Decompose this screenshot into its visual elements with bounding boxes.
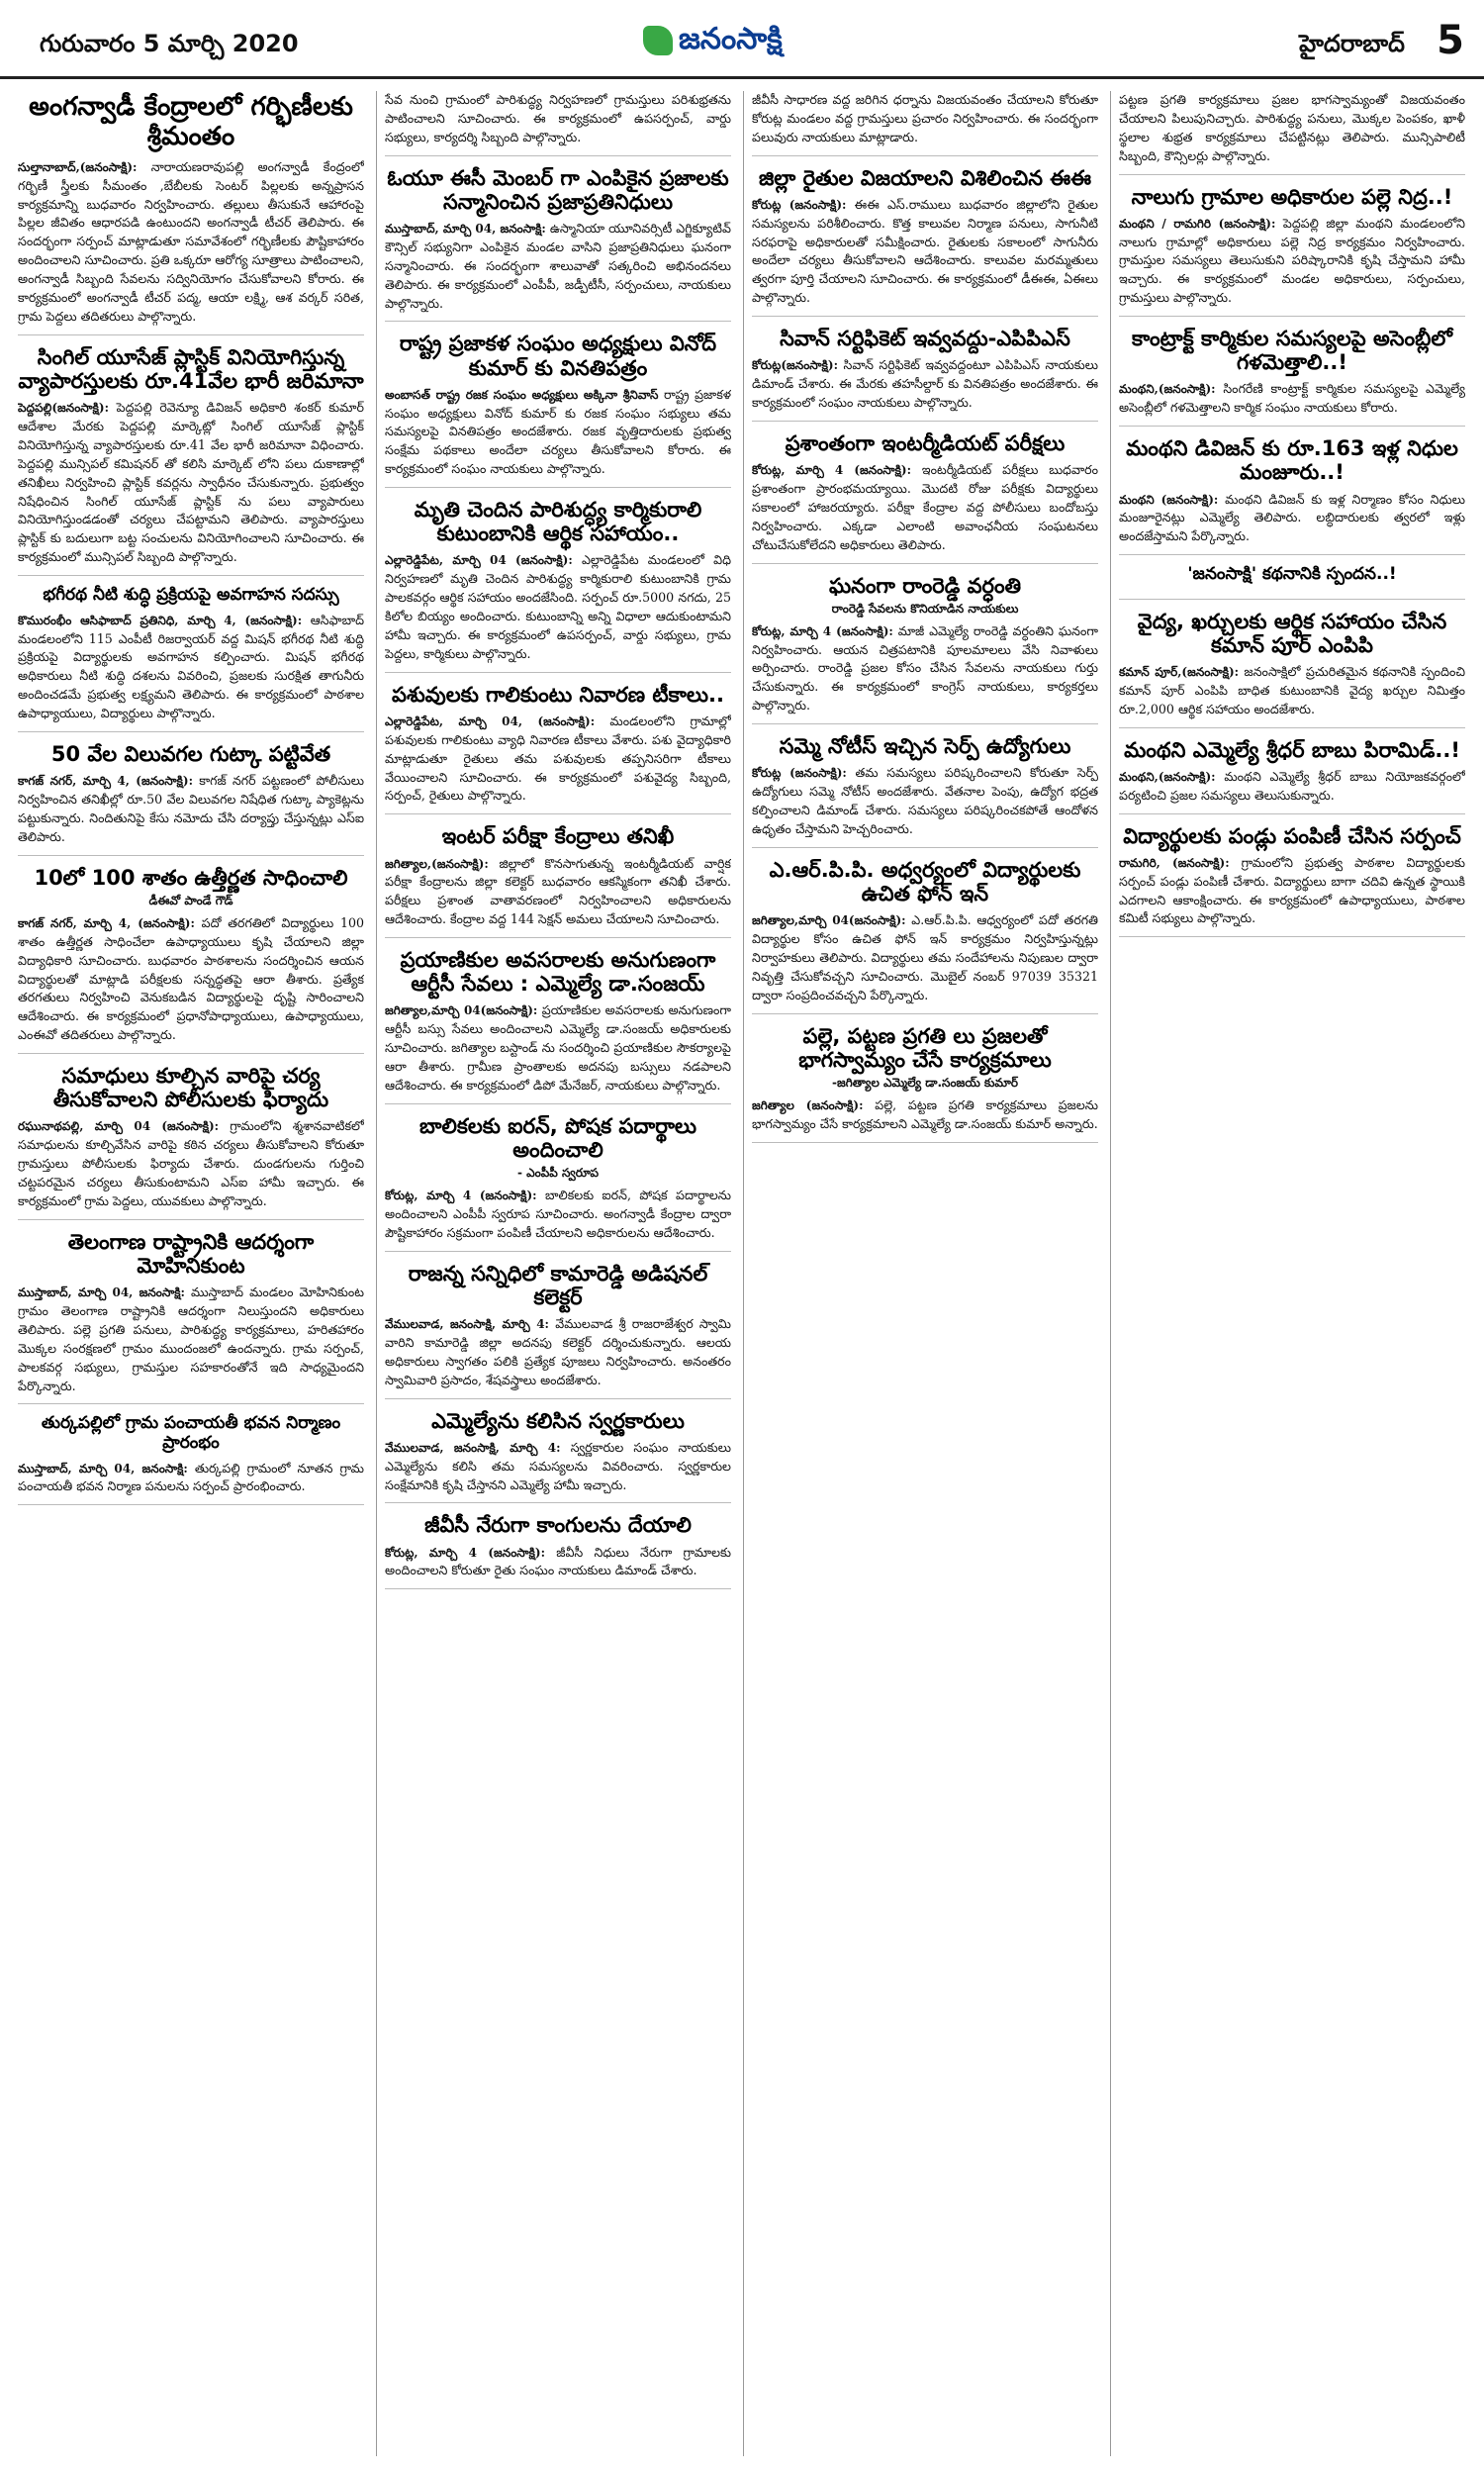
news-story [385,683,731,815]
story-text: ఇంటర్మీడియట్ పరీక్షలు బుధవారం ప్రశాంతంగా ప్రారంభమయ్యాయి. మొదటి రోజు పరీక్షకు విద్యార్థులు సకాలంలో హాజరయ్యారు. పరీక్షా కేంద్రాల వద్ద పోలీసులు బందోబస్తు నిర్వహించారు. ఎక్కడా ఎలాంటి అవాంఛనీయ సంఘటనలు చోటుచేసుకోలేదని అధికారులు తెలిపారు. [752,462,1098,552]
story-text: రాష్ట్ర ప్రజాకళ సంఘం అధ్యక్షులు వినోద్ కుమార్ కు రజక సంఘం సభ్యులు తమ సమస్యలపై వినతిపత్రం అందజేశారు. రజక వృత్తిదారులకు ప్రభుత్వ సంక్షేమ పథకాలు అందేలా చర్యలు తీసుకోవాలని కోరారు. ఈ కార్యక్రమంలో సంఘం నాయకులు పాల్గొన్నారు. [385,386,731,477]
story-headline: 10లో 100 శాతం ఉత్తీర్ణత సాధించాలి [34,865,348,890]
story-dateline: కోరుట్ల(జనంసాక్షి): [752,358,839,373]
news-story [1119,327,1465,427]
story-text: ముస్తాబాద్ మండలం మోహినికుంట గ్రామం తెలంగాణ రాష్ట్రానికి ఆదర్శంగా నిలుస్తుందని అధికారులు తెలిపారు. పల్లె ప్రగతి పనులు, పారిశుద్ధ్య కార్యక్రమాలు, హరితహారం మొక్కల సంరక్షణలో గ్రామం ముందంజలో ఉందన్నారు. గ్రామ సర్పంచ్, పాలకవర్గ సభ్యులు, గ్రామస్తుల సహకారంతోనే ఇది సాధ్యమైందని పేర్కొన్నారు. [18,1285,364,1393]
story-dateline: పెద్దపల్లి(జనంసాక్షి): [18,401,110,416]
story-dateline: ఎల్లారెడ్డిపేట, మార్చి 04, (జనంసాక్షి): [385,714,596,728]
story-headline: జీవీసీ నేరుగా కాంగులను దేయాలి [424,1513,692,1538]
news-story [18,93,364,335]
story-headline: సమాధులు కూల్చిన వారిపై చర్య తీసుకోవాలని పోలీసులకు ఫిర్యాదు [52,1064,329,1112]
story-text: పదో తరగతిలో విద్యార్థులు 100 శాతం ఉత్తీర్ణత సాధించేలా ఉపాధ్యాయులు కృషి చేయాలని జిల్లా విద్యాధికారి సూచించారు. బుధవారం పాఠశాలను సందర్శించిన ఆయన విద్యార్థులతో మాట్లాడి పరీక్షలకు సన్నద్ధతపై ఆరా తీశారు. ప్రత్యేక తరగతులు నిర్వహించి వెనుకబడిన విద్యార్థులపై దృష్టి సారించాలని ఆదేశించారు. ఈ కార్యక్రమంలో ప్రధానోపాధ్యాయులు, ఉపాధ్యాయులు, ఎంఈవో తదితరులు పాల్గొన్నారు. [18,914,364,1043]
story-dateline: జగిత్యాల,(జనంసాక్షి): [385,856,489,871]
news-story [385,948,731,1104]
story-text: సివాన్ సర్టిఫికెట్ ఇవ్వవద్దంటూ ఎపిపిఎస్ నాయకులు డిమాండ్ చేశారు. ఈ మేరకు తహసీల్దార్ కు వినతిపత్రం అందజేశారు. ఈ కార్యక్రమంలో సంఘం నాయకులు పాల్గొన్నారు. [752,357,1098,411]
news-story [752,858,1098,1014]
story-headline: బాలికలకు ఐరన్, పోషక పదార్థాలు అందించాలి [418,1113,697,1162]
story-headline: ఓయూ ఈసీ మెంబర్ గా ఎంపికైన ప్రజాలకు సన్మానించిన ప్రజాప్రతినిధులు [387,165,729,214]
story-subheadline: రాంరెడ్డి సేవలను కొనియాడిన నాయకులు [831,601,1019,616]
story-dateline: కోరుట్ల, మార్చి 4 (జనంసాక్షి): [385,1545,546,1560]
story-text: జనంసాక్షిలో ప్రచురితమైన కథనానికి స్పందించి కమాన్ పూర్ ఎంపిపి బాధిత కుటుంబానికి వైద్య ఖర్చుల నిమిత్తం రూ.2,000 ఆర్థిక సహాయం అందజేశారు. [1119,664,1465,716]
news-story [752,91,1098,156]
story-body [18,158,364,327]
story-text: మండలంలోని గ్రామాల్లో పశువులకు గాలికుంటు వ్యాధి నివారణ టీకాలు వేశారు. పశు వైద్యాధికారి మాట్లాడుతూ రైతులు తమ పశువులకు తప్పనిసరిగా టీకాలు వేయించాలని సూచించారు. ఈ కార్యక్రమంలో పశువైద్య సిబ్బంది, సర్పంచ్, రైతులు పాల్గొన్నారు. [385,713,731,804]
story-dateline: కమాన్ పూర్,(జనంసాక్షి): [1119,665,1240,679]
story-dateline: కాగజ్ నగర్, మార్చి 4, (జనంసాక్షి): [18,774,194,789]
story-dateline: రఘునాథపల్లి, మార్చి 04 (జనంసాక్షి): [18,1119,220,1134]
story-body [18,1460,364,1497]
story-body [18,612,364,723]
news-story [752,574,1098,725]
news-story [18,742,364,856]
story-dateline: కోరుట్ల, మార్చి 4 (జనంసాక్షి): [752,623,893,638]
story-body [752,764,1098,839]
story-text: కాగజ్ నగర్ పట్టణంలో పోలీసులు నిర్వహించిన తనిఖీల్లో రూ.50 వేల విలువగల నిషేధిత గుట్కా ప్యాకెట్లను పట్టుకున్నారు. నిందితునిపై కేసు నమోదు చేసి దర్యాప్తు చేస్తున్నట్లు ఎస్ఐ తెలిపారు. [18,773,364,844]
story-dateline: కోరుట్ల, మార్చి 4 (జనంసాక్షి): [385,1189,537,1203]
story-body [385,220,731,313]
story-text: పల్లె, పట్టణ ప్రగతి కార్యక్రమాలు ప్రజలను భాగస్వామ్యం చేసే కార్యక్రమాలని ఎమ్మెల్యే డా.సంజయ్ కుమార్ అన్నారు. [752,1096,1098,1131]
story-body [18,1117,364,1210]
story-body [752,91,1098,147]
story-headline: మంథని ఎమ్మెల్యే శ్రీధర్ బాబు పిరామిడ్..! [1124,737,1460,762]
news-story [385,1513,731,1589]
story-dateline: జగిత్యాల,మార్చి 04(జనంసాక్షి): [385,1003,538,1018]
story-body [385,551,731,663]
news-story [1119,436,1465,555]
story-dateline: కాగజ్ నగర్, మార్చి 4, (జనంసాక్షి): [18,915,195,930]
news-story [18,1064,364,1220]
story-body [1119,215,1465,308]
story-dateline: మంథని,(జనంసాక్షి): [1119,382,1216,397]
news-story [385,332,731,488]
story-dateline: వేములవాడ, జనంసాక్షి, మార్చి 4: [385,1317,549,1332]
news-story [1119,565,1465,600]
story-headline: తెలంగాణ రాష్ట్రానికి ఆదర్శంగా మోహినికుంట [67,1229,315,1278]
story-text: సింగరేణి కాంట్రాక్ట్ కార్మికుల సమస్యలపై ఎమ్మెల్యే అసెంబ్లీలో గళమెత్తాలని కార్మిక సంఘం నాయకులు కోరారు. [1119,381,1465,416]
story-text: మంథని డివిజన్ కు ఇళ్ల నిర్మాణం కోసం నిధులు మంజూరైనట్లు ఎమ్మెల్యే తెలిపారు. లబ్ధిదారులకు త్వరలో ఇళ్లు అందజేస్తామని పేర్కొన్నారు. [1119,491,1465,544]
news-story [1119,91,1465,175]
story-body [18,914,364,1045]
story-headline: జిల్లా రైతుల విజయాలని విశిలించిన ఈఈ [758,165,1092,190]
issue-date: గురువారం 5 మార్చి 2020 [40,30,299,57]
story-body [1119,380,1465,418]
story-headline: రాష్ట్ర ప్రజాకళ సంఘం అధ్యక్షులు వినోద్ కుమార్ కు వినతిపత్రం [399,332,717,380]
story-dateline: ఎల్లారెడ్డిపేట, మార్చి 04 (జనంసాక్షి): [385,553,573,568]
story-dateline: కోరుట్ల, మార్చి 4 (జనంసాక్షి): [752,463,912,478]
story-headline: రాజన్న సన్నిధిలో కామారెడ్డి అడిషనల్ కలెక్టర్ [408,1261,708,1309]
story-body [385,386,731,479]
news-story [18,345,364,576]
story-text: ఎల్లారెడ్డిపేట మండలంలో విధి నిర్వహణలో మృతి చెందిన పారిశుద్ధ్య కార్మికురాలి కుటుంబానికి గ్రామ పాలకవర్గం ఆర్థిక సహాయం అందజేసింది. సర్పంచ్ రూ.5000 నగదు, 25 కిలోల బియ్యం అందించారు. కుటుంబాన్ని అన్ని విధాలా ఆదుకుంటామని హామీ ఇచ్చారు. ఈ కార్యక్రమంలో ఉపసర్పంచ్, వార్డు సభ్యులు, గ్రామ పెద్దలు, కార్మికులు పాల్గొన్నారు. [385,552,731,661]
story-text: గ్రామంలోని శ్మశానవాటికలో సమాధులను కూల్చివేసిన వారిపై కఠిన చర్యలు తీసుకోవాలని కోరుతూ గ్రామస్తులు పోలీసులకు ఫిర్యాదు చేశారు. దుండగులను గుర్తించి చట్టపరమైన చర్యలు తీసుకుంటామని ఎస్ఐ హామీ ఇచ్చారు. ఈ కార్యక్రమంలో గ్రామ పెద్దలు, యువకులు పాల్గొన్నారు. [18,1118,364,1208]
news-story [385,1114,731,1252]
story-text: ఈఈ ఎస్.రాములు బుధవారం జిల్లాలోని రైతుల సమస్యలను పరిశీలించారు. కొత్త కాలువల నిర్మాణ పనులు, సాగునీటి సరఫరాపై అధికారులతో సమీక్షించారు. రైతులకు సకాలంలో సాగునీరు అందేలా చర్యలు తీసుకోవాలని ఆదేశించారు. కాలువల మరమ్మతులు త్వరగా పూర్తి చేయాలని సూచించారు. ఈ కార్యక్రమంలో డీఈఈ, ఏఈలు పాల్గొన్నారు. [752,196,1098,306]
story-body [1119,854,1465,929]
story-headline: సమ్మె నోటీస్ ఇచ్చిన సెర్ప్ ఉద్యోగులు [779,734,1071,759]
story-headline: పల్లె, పట్టణ ప్రగతి లు ప్రజలతో భాగస్వామ్యం చేసే కార్యక్రమాలు [798,1023,1052,1072]
story-dateline: కొమురంభీం ఆసిఫాబాద్ ప్రతినిధి, మార్చి 4, (జనంసాక్షి): [18,613,303,627]
story-dateline: మంథని / రామగిరి (జనంసాక్షి): [1119,216,1276,231]
story-body [1119,768,1465,806]
story-text: వేములవాడ శ్రీ రాజరాజేశ్వర స్వామి వారిని కామారెడ్డి జిల్లా అదనపు కలెక్టర్ దర్శించుకున్నారు. ఆలయ అధికారులు స్వాగతం పలికి ప్రత్యేక పూజలు నిర్వహించారు. అనంతరం స్వామివారి ప్రసాదం, శేషవస్త్రాలు అందజేశారు. [385,1316,731,1387]
story-dateline: మంథని,(జనంసాక్షి): [1119,769,1216,784]
story-text: మంథని ఎమ్మెల్యే శ్రీధర్ బాబు నియోజకవర్గంలో పర్యటించి ప్రజల సమస్యలు తెలుసుకున్నారు. [1119,768,1465,803]
news-story [752,166,1098,317]
story-headline: భగీరథ నీటి శుద్ధి ప్రక్రియపై అవగాహన సదస్సు [43,585,339,606]
story-dateline: రామగిరి, (జనంసాక్షి): [1119,855,1230,870]
story-body [385,91,731,147]
news-story [385,824,731,938]
story-body [18,1284,364,1395]
story-dateline: కోరుట్ల (జనంసాక్షి): [752,197,847,212]
story-headline: విద్యార్థులకు పండ్లు పంపిణీ చేసిన సర్పంచ్ [1123,823,1461,848]
news-story [1119,610,1465,728]
story-headline: ఇంటర్ పరీక్షా కేంద్రాలు తనిఖీ [441,824,675,849]
edition-city: హైదరాబాద్ [1299,30,1405,57]
story-text: మాజీ ఎమ్మెల్యే రాంరెడ్డి వర్ధంతిని ఘనంగా నిర్వహించారు. ఆయన చిత్రపటానికి పూలమాలలు వేసి నివాళులు అర్పించారు. రాంరెడ్డి ప్రజల కోసం చేసిన సేవలను నాయకులు గుర్తు చేసుకున్నారు. ఈ కార్యక్రమంలో కాంగ్రెస్ నాయకులు, కార్యకర్తలు పాల్గొన్నారు. [752,622,1098,714]
story-headline: అంగన్వాడీ కేంద్రాలలో గర్భిణీలకు శ్రీమంతం [29,92,353,151]
column-3 [752,91,1098,2461]
news-story [385,91,731,156]
story-subheadline: డీఈవో పాండే గౌడ్ [148,893,233,907]
story-text: పెద్దపల్లి జిల్లా మంథని మండలంలోని నాలుగు గ్రామాల్లో అధికారులు పల్లె నిద్ర కార్యక్రమం నిర్వహించారు. గ్రామస్తుల సమస్యలు తెలుసుకుని పరిష్కారానికి కృషి చేస్తామని హామీ ఇచ్చారు. ఈ కార్యక్రమంలో మండల అధికారులు, సర్పంచులు, గ్రామస్తులు పాల్గొన్నారు. [1119,215,1465,306]
news-story [18,1230,364,1405]
story-text: జిల్లాలో కొనసాగుతున్న ఇంటర్మీడియట్ వార్షిక పరీక్షా కేంద్రాలను జిల్లా కలెక్టర్ బుధవారం ఆకస్మికంగా తనిఖీ చేశారు. పరీక్షలు ప్రశాంత వాతావరణంలో నిర్వహించాలని అధికారులను ఆదేశించారు. కేంద్రాల వద్ద 144 సెక్షన్ అమలు చేయాలని సూచించారు. [385,855,731,927]
newspaper-logo [643,22,783,63]
news-story [18,866,364,1054]
story-body [385,1544,731,1581]
story-headline: వైద్య, ఖర్చులకు ఆర్థిక సహాయం చేసిన కమాన్ పూర్ ఎంపిపి [1137,609,1447,657]
story-dateline: సుల్తానాబాద్,(జనంసాక్షి): [18,159,138,174]
story-body [752,356,1098,413]
news-columns [18,91,1466,2461]
story-headline: ప్రయాణికుల అవసరాలకు అనుగుణంగా ఆర్టీసీ సేవలు : ఎమ్మెల్యే డా.సంజయ్ [400,948,716,997]
news-story [18,1414,364,1505]
story-text: ప్రయాణికుల అవసరాలకు అనుగుణంగా ఆర్టీసీ బస్సు సేవలు అందించాలని ఎమ్మెల్యే డా.సంజయ్ అధికారులకు సూచించారు. జగిత్యాల బస్టాండ్ ను సందర్శించి ప్రయాణికుల సౌకర్యాలపై ఆరా తీశారు. గ్రామీణ ప్రాంతాలకు అదనపు బస్సులు నడపాలని ఆదేశించారు. ఈ కార్యక్రమంలో డిపో మేనేజర్, నాయకులు పాల్గొన్నారు. [385,1002,731,1093]
logo-icon [643,26,673,55]
story-text: గ్రామంలోని ప్రభుత్వ పాఠశాల విద్యార్థులకు సర్పంచ్ పండ్లు పంపిణీ చేశారు. విద్యార్థులు బాగా చదివి ఉన్నత స్థాయికి ఎదగాలని ఆకాంక్షించారు. ఈ కార్యక్రమంలో ఉపాధ్యాయులు, పాఠశాల కమిటీ సభ్యులు పాల్గొన్నారు. [1119,854,1465,926]
news-story [385,1262,731,1399]
story-dateline: ముస్తాబాద్, మార్చి 04, జనంసాక్షి: [18,1461,188,1475]
story-body [18,399,364,567]
story-body [752,1096,1098,1134]
story-text: పెద్దపల్లి రెవెన్యూ డివిజన్ అధికారి శంకర్ కుమార్ ఆదేశాల మేరకు పెద్దపల్లి మార్కెట్లో సింగిల్ యూసేజ్ ప్లాస్టిక్ వినియోగిస్తున్న వ్యాపారస్తులకు రూ.41 వేల భారీ జరిమానా విధించారు. పెద్దపల్లి మున్సిపల్ కమిషనర్ తో కలిసి మార్కెట్ లోని పలు దుకాణాల్లో తనిఖీలు నిర్వహించి ప్లాస్టిక్ కవర్లను స్వాధీనం చేసుకున్నారు. ప్రభుత్వం నిషేధించిన సింగిల్ యూసేజ్ ప్లాస్టిక్ ను పలు వ్యాపారులు వినియోగిస్తుండడంతో చర్యలు చేపట్టామని తెలిపారు. వ్యాపారస్తులు ప్లాస్టిక్ కు బదులుగా బట్ట సంచులను వినియోగించాలని సూచించారు. ఈ కార్యక్రమంలో మున్సిపల్ సిబ్బంది పాల్గొన్నారు. [18,400,364,565]
story-text: స్వర్ణకారుల సంఘం నాయకులు ఎమ్మెల్యేను కలిసి తమ సమస్యలను వివరించారు. స్వర్ణకారుల సంక్షేమానికి కృషి చేస్తానని ఎమ్మెల్యే హామీ ఇచ్చారు. [385,1439,731,1492]
story-text: తుర్కపల్లి గ్రామంలో నూతన గ్రామ పంచాయతీ భవన నిర్మాణ పనులను సర్పంచ్ ప్రారంభించారు. [18,1460,364,1494]
story-body [752,196,1098,308]
story-body [1119,663,1465,719]
news-story [18,586,364,732]
story-headline: ఎ.ఆర్.పి.పి. అధ్వర్యంలో విద్యార్థులకు ఉచిత ఫోన్ ఇన్ [769,857,1081,905]
story-text: నారాయణరావుపల్లి అంగన్వాడీ కేంద్రంలో గర్భిణీ స్త్రీలకు సీమంతం ,బేబీలకు సెంటర్ పిల్లలకు అన్నప్రాసన కార్యక్రమాన్ని బుధవారం నిర్వహించారు. తల్లులు తీసుకునే ఆహారంపై పిల్లల జీవితం ఆధారపడి ఉంటుందని అంగన్వాడీ టీచర్ తెలిపారు. ఈ సందర్భంగా సర్పంచ్ మాట్లాడుతూ సమావేశంలో గర్భిణీలకు పౌష్టికాహారం అందించాలని సూచించారు. ప్రతి ఒక్కరూ ఆరోగ్య సూత్రాలు పాటించాలని, అంగన్వాడీ సిబ్బంది సేవలను సద్వినియోగం చేసుకోవాలని కోరారు. ఈ కార్యక్రమంలో అంగన్వాడీ టీచర్ పద్మ, ఆయా లక్ష్మి, ఆశ వర్కర్ సరిత, గ్రామ పెద్దలు తదితరులు పాల్గొన్నారు. [18,158,364,324]
story-text: బాలికలకు ఐరన్, పోషక పదార్థాలను అందించాలని ఎంపీపీ స్వరూప సూచించారు. అంగన్వాడీ కేంద్రాల ద్వారా పౌష్టికాహారం సక్రమంగా పంపిణీ చేయాలని అధికారులను ఆదేశించారు. [385,1188,731,1240]
story-body [385,1315,731,1390]
story-body [385,713,731,806]
story-body [752,461,1098,554]
story-headline: సివాన్ సర్టిఫికెట్ ఇవ్వవద్దు-ఎపిపిఎస్ [780,327,1070,351]
news-story [385,1409,731,1504]
story-dateline: ముస్తాబాద్, మార్చి 04, జనంసాక్షి: [18,1285,185,1300]
story-text: జీవీసీ నిధులు నేరుగా గ్రామాలకు అందించాలని కోరుతూ రైతు సంఘం నాయకులు డిమాండ్ చేశారు. [385,1544,731,1578]
story-body [18,772,364,847]
column-2 [385,91,731,2461]
story-headline: మృతి చెందిన పారిశుద్ధ్య కార్మికురాలి కుటుంబానికి ఆర్థిక సహాయం.. [414,498,702,546]
story-text: జీవీసీ సాధారణ వద్ద జరిగిన ధర్నాను విజయవంతం చేయాలని కోరుతూ కోరుట్ల మండలం వద్ద గ్రామస్తులు ప్రచారం నిర్వహించారు. ఈ సందర్భంగా పలువురు నాయకులు మాట్లాడారు. [752,92,1098,144]
news-story [385,166,731,323]
story-subheadline: - ఎంపీపీ స్వరూప [516,1166,600,1181]
column-1 [18,91,364,2461]
story-dateline: కోరుట్ల (జనంసాక్షి): [752,766,847,781]
story-headline: కాంట్రాక్ట్ కార్మికుల సమస్యలపై అసెంబ్లీలో గళమెత్తాలి..! [1132,327,1452,375]
story-text: పట్టణ ప్రగతి కార్యక్రమాలు ప్రజల భాగస్వామ్యంతో విజయవంతం చేయాలని పిలుపునిచ్చారు. పారిశుద్ధ్య పనులు, మొక్కల పెంపకం, ఖాళీ స్థలాల శుభ్రత కార్యక్రమాలు చేపట్టినట్లు తెలిపారు. మున్సిపాలిటీ సిబ్బంది, కౌన్సిలర్లు పాల్గొన్నారు. [1119,92,1465,163]
news-story [752,734,1098,848]
story-dateline: జగిత్యాల (జనంసాక్షి): [752,1097,864,1112]
story-body [385,1439,731,1495]
news-story [1119,824,1465,938]
story-body [385,855,731,930]
story-dateline: జగిత్యాల,మార్చి 04(జనంసాక్షి): [752,913,906,928]
story-headline: ఘనంగా రాంరెడ్డి వర్ధంతి [828,573,1022,598]
news-story [752,327,1098,422]
story-dateline: అంబాసత్ రాష్ట్ర రజక సంఘం అధ్యక్షులు అక్కినా శ్రీనివాస్ [385,387,659,402]
news-story [385,498,731,673]
story-headline: నాలుగు గ్రామాల అధికారుల పల్లె నిద్ర..! [1131,184,1453,209]
story-text: ఉస్మానియా యూనివర్సిటీ ఎగ్జిక్యూటివ్ కౌన్సిల్ సభ్యునిగా ఎంపికైన మండల వాసిని ప్రజాప్రతినిధులు ఘనంగా సన్మానించారు. ఈ సందర్భంగా శాలువాతో సత్కరించి అభినందనలు తెలిపారు. ఈ కార్యక్రమంలో ఎంపీపీ, జడ్పీటీసీ, సర్పంచులు, నాయకులు పాల్గొన్నారు. [385,220,731,311]
story-headline: 'జనంసాక్షి' కథనానికి స్పందన..! [1187,564,1397,585]
news-story [752,1024,1098,1143]
story-headline: 50 వేల విలువగల గుట్కా పట్టివేత [50,741,331,766]
story-dateline: ముస్తాబాద్, మార్చి 04, జనంసాక్షి: [385,221,546,236]
story-headline: సింగిల్ యూసేజ్ ప్లాస్టిక్ వినియోగిస్తున్న వ్యాపారస్తులకు రూ.41వేల భారీ జరిమానా [18,344,364,393]
story-text: సేవ నుంచి గ్రామంలో పారిశుద్ధ్య నిర్వహణలో గ్రామస్తులు పరిశుభ్రతను పాటించాలని సూచించారు. ఈ కార్యక్రమంలో ఉపసర్పంచ్, వార్డు సభ్యులు, కార్యదర్శి సిబ్బంది పాల్గొన్నారు. [385,92,731,144]
story-headline: తుర్కపల్లిలో గ్రామ పంచాయతీ భవన నిర్మాణం ప్రారంభం [41,1413,341,1453]
story-body [385,1001,731,1095]
story-text: తమ సమస్యలు పరిష్కరించాలని కోరుతూ సెర్ప్ ఉద్యోగులు సమ్మె నోటీస్ అందజేశారు. వేతనాల పెంపు, ఉద్యోగ భద్రత కల్పించాలని డిమాండ్ చేశారు. సమస్యలు పరిష్కరించకపోతే ఆందోళన ఉధృతం చేస్తామని హెచ్చరించారు. [752,765,1098,836]
story-body [1119,491,1465,547]
story-text: ఎ.ఆర్.పి.పి. ఆధ్వర్యంలో పదో తరగతి విద్యార్థుల కోసం ఉచిత ఫోన్ ఇన్ కార్యక్రమం నిర్వహిస్తున్నట్లు నిర్వాహకులు తెలిపారు. విద్యార్థులు తమ సందేహాలను నిపుణుల ద్వారా నివృత్తి చేసుకోవచ్చని సూచించారు. మొబైల్ నంబర్ 97039 35321 ద్వారా సంప్రదించవచ్చని పేర్కొన్నారు. [752,912,1098,1002]
story-text: ఆసిఫాబాద్ మండలంలోని 115 ఎంపీటీ రిజర్వాయర్ వద్ద మిషన్ భగీరథ నీటి శుద్ధి ప్రక్రియపై విద్యార్థులకు అవగాహన కల్పించారు. మిషన్ భగీరథ అధికారులు నీటి శుద్ధి దశలను వివరించి, ప్రజలకు సురక్షిత తాగునీరు అందించడమే ప్రభుత్వ లక్ష్యమని తెలిపారు. ఈ కార్యక్రమంలో పాఠశాల ఉపాధ్యాయులు, విద్యార్థులు పాల్గొన్నారు. [18,612,364,721]
story-headline: ఎమ్మెల్యేను కలిసిన స్వర్ణకారులు [431,1408,685,1433]
story-headline: ప్రశాంతంగా ఇంటర్మీడియట్ పరీక్షలు [785,430,1066,455]
logo-text: జనంసాక్షి [679,22,783,56]
news-story [1119,185,1465,318]
news-story [752,431,1098,564]
story-body [752,622,1098,715]
story-headline: పశువులకు గాలికుంటు నివారణ టీకాలు.. [392,682,724,707]
story-subheadline: -జగిత్యాల ఎమ్మెల్యే డా.సంజయ్ కుమార్ [831,1075,1019,1090]
story-body [752,911,1098,1004]
news-story [1119,738,1465,814]
story-body [1119,91,1465,166]
story-body [385,1187,731,1243]
story-dateline: మంథని (జనంసాక్షి): [1119,492,1219,507]
story-dateline: వేములవాడ, జనంసాక్షి, మార్చి 4: [385,1440,561,1455]
page-number: 5 [1437,18,1464,63]
column-4 [1119,91,1465,2461]
story-headline: మంథని డివిజన్ కు రూ.163 ఇళ్ల నిధుల మంజూరు..! [1126,436,1458,485]
masthead [0,0,1484,79]
